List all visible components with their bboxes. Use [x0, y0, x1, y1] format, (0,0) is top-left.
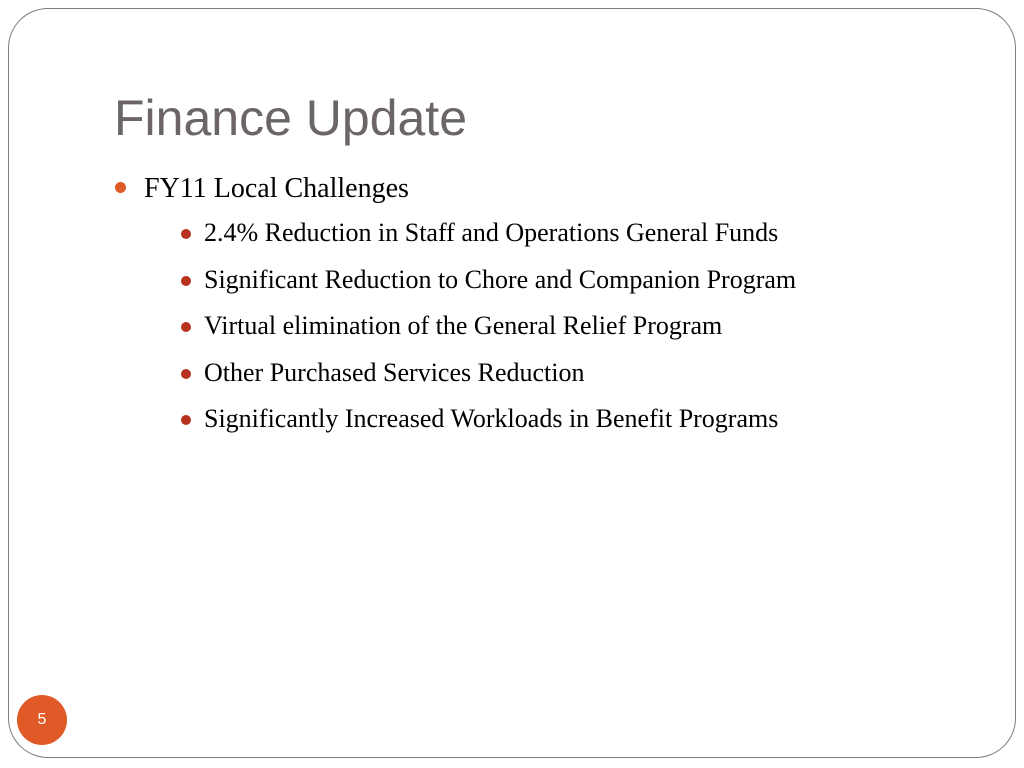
sub-bullet-list: [144, 216, 796, 436]
bullet-text: FY11 Local Challenges: [144, 173, 409, 204]
sub-bullet-dot-icon: [181, 276, 191, 286]
sub-bullet-text: 2.4% Reduction in Staff and Operations General Funds: [204, 218, 779, 247]
bullet-list: [114, 170, 796, 449]
sub-bullet-item: [174, 263, 796, 297]
sub-bullet-text: Significant Reduction to Chore and Companion Program: [204, 264, 797, 294]
sub-bullet-text: Virtual elimination of the General Relief Program: [204, 311, 723, 340]
page-number-badge: 5: [17, 695, 67, 745]
sub-bullet-dot-icon: [181, 322, 191, 332]
sub-bullet-dot-icon: [181, 415, 191, 425]
sub-bullet-item: [174, 309, 796, 343]
sub-bullet-dot-icon: [181, 229, 191, 239]
slide-title: Finance Update: [114, 90, 468, 146]
bullet-dot-icon: [115, 182, 126, 193]
bullet-item-fy11-local-challenges: [114, 170, 796, 436]
sub-bullet-text: Significantly Increased Workloads in Benefit Programs: [204, 404, 779, 433]
sub-bullet-dot-icon: [181, 369, 191, 379]
sub-bullet-item: [174, 356, 796, 390]
sub-bullet-item: [174, 216, 796, 250]
sub-bullet-text: Other Purchased Services Reduction: [204, 357, 585, 387]
sub-bullet-item: [174, 402, 796, 436]
